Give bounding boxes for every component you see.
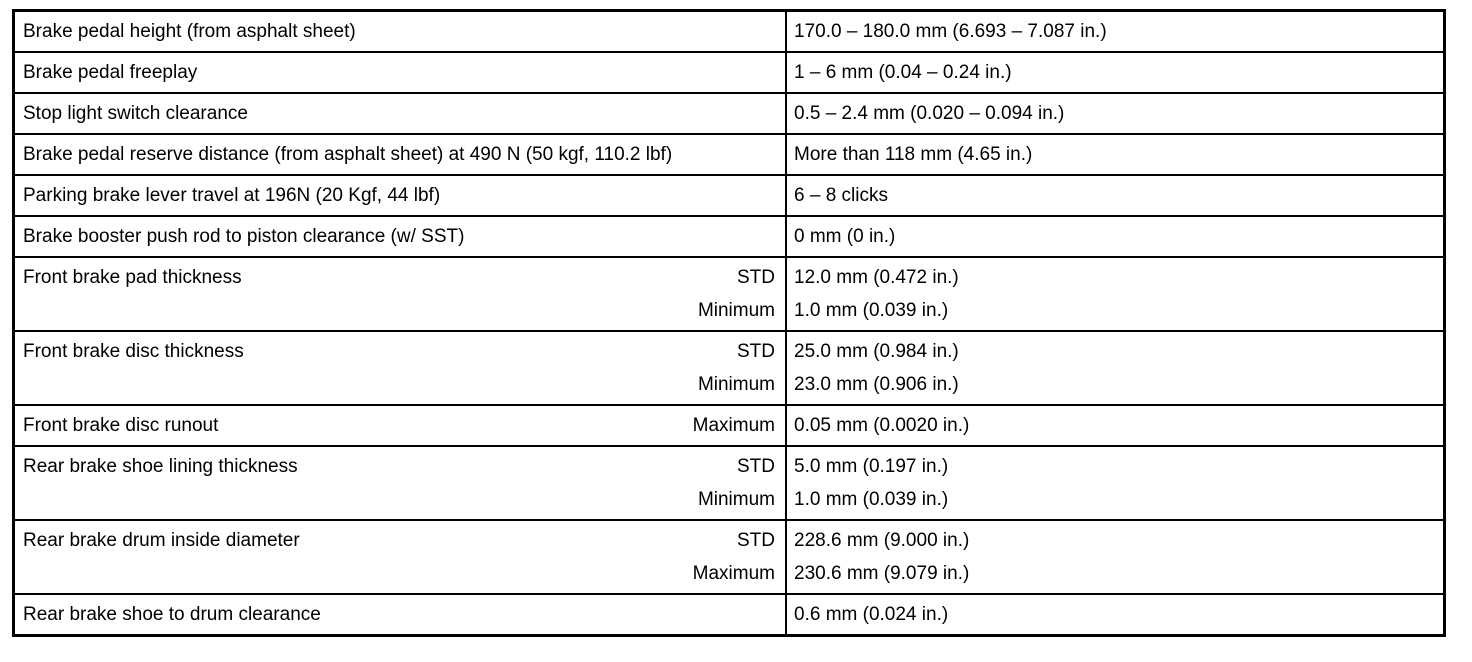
qualifier-label: Minimum [697, 374, 775, 395]
qualifier-list [698, 450, 775, 516]
item-label: Front brake disc runout [23, 415, 219, 436]
qualifier-list [698, 335, 775, 401]
specification-table-body [14, 11, 1445, 636]
value-text: 5.0 mm (0.197 in.) [794, 456, 949, 477]
value-text: 23.0 mm (0.906 in.) [794, 374, 959, 395]
qualifier-list [698, 261, 775, 327]
value-cell [786, 257, 1445, 331]
item-cell-content [15, 135, 785, 174]
value-cell-content [787, 406, 1443, 445]
item-cell-content [15, 332, 785, 395]
table-row [14, 93, 1445, 134]
value-text: 1.0 mm (0.039 in.) [794, 300, 949, 321]
value-cell [786, 93, 1445, 134]
table-row [14, 331, 1445, 405]
item-label: Brake pedal height (from asphalt sheet) [23, 21, 356, 42]
value-cell [786, 134, 1445, 175]
qualifier-label: Minimum [697, 300, 775, 321]
value-cell-content [787, 217, 1443, 256]
qualifier-label: Maximum [692, 415, 775, 436]
item-cell [14, 405, 787, 446]
value-cell [786, 216, 1445, 257]
value-cell-content [787, 595, 1443, 634]
value-text: 12.0 mm (0.472 in.) [794, 267, 959, 288]
value-cell [786, 594, 1445, 636]
item-cell-content [15, 217, 785, 256]
item-cell [14, 134, 787, 175]
value-text: 228.6 mm (9.000 in.) [794, 530, 970, 551]
item-cell-content [15, 521, 785, 584]
value-text: 170.0 – 180.0 mm (6.693 – 7.087 in.) [794, 21, 1107, 42]
item-cell [14, 52, 787, 93]
value-text: More than 118 mm (4.65 in.) [794, 144, 1033, 165]
qualifier-label: STD [737, 530, 775, 551]
item-label: Rear brake shoe lining thickness [23, 456, 298, 477]
item-cell-content [15, 12, 785, 51]
item-cell-content [15, 94, 785, 133]
table-row [14, 52, 1445, 93]
qualifier-list [693, 524, 775, 590]
qualifier-label: STD [737, 341, 775, 362]
item-cell [14, 93, 787, 134]
value-cell-content [787, 94, 1443, 133]
value-cell-content [787, 53, 1443, 92]
value-cell [786, 52, 1445, 93]
item-cell-content [15, 595, 785, 634]
item-label: Front brake pad thickness [23, 267, 242, 288]
value-cell [786, 331, 1445, 405]
value-cell-content [787, 332, 1443, 404]
item-cell [14, 594, 787, 636]
value-cell [786, 175, 1445, 216]
value-text: 230.6 mm (9.079 in.) [794, 563, 970, 584]
value-cell-content [787, 176, 1443, 215]
value-text: 1 – 6 mm (0.04 – 0.24 in.) [794, 62, 1012, 83]
value-text: 0.05 mm (0.0020 in.) [794, 415, 970, 436]
item-cell [14, 175, 787, 216]
item-cell [14, 11, 787, 53]
value-cell [786, 11, 1445, 53]
item-cell-content [15, 447, 785, 510]
table-row [14, 216, 1445, 257]
item-label: Rear brake shoe to drum clearance [23, 604, 321, 625]
item-label: Stop light switch clearance [23, 103, 248, 124]
table-row [14, 446, 1445, 520]
value-cell [786, 520, 1445, 594]
value-text: 0 mm (0 in.) [794, 226, 896, 247]
item-label: Brake booster push rod to piston clearance (w/ SST) [23, 226, 465, 247]
value-cell-content [787, 258, 1443, 330]
value-cell-content [787, 447, 1443, 519]
value-cell [786, 405, 1445, 446]
item-cell [14, 446, 787, 520]
item-label: Rear brake drum inside diameter [23, 530, 300, 551]
item-cell [14, 216, 787, 257]
item-cell [14, 520, 787, 594]
item-label: Parking brake lever travel at 196N (20 Kgf, 44 lbf) [23, 185, 441, 206]
value-text: 0.5 – 2.4 mm (0.020 – 0.094 in.) [794, 103, 1065, 124]
item-cell-content [15, 176, 785, 215]
item-label: Brake pedal freeplay [23, 62, 198, 83]
table-row [14, 134, 1445, 175]
value-cell-content [787, 135, 1443, 174]
item-label: Front brake disc thickness [23, 341, 244, 362]
item-cell [14, 331, 787, 405]
value-text: 25.0 mm (0.984 in.) [794, 341, 959, 362]
table-row [14, 11, 1445, 53]
qualifier-label: STD [737, 267, 775, 288]
table-row [14, 594, 1445, 636]
table-row [14, 257, 1445, 331]
table-row [14, 520, 1445, 594]
qualifier-list [693, 409, 775, 442]
value-text: 0.6 mm (0.024 in.) [794, 604, 949, 625]
qualifier-label: Minimum [697, 489, 775, 510]
item-label: Brake pedal reserve distance (from asphalt sheet) at 490 N (50 kgf, 110.2 lbf) [23, 144, 673, 165]
item-cell-content [15, 406, 785, 445]
specification-table [12, 9, 1446, 637]
value-cell-content [787, 12, 1443, 51]
value-cell [786, 446, 1445, 520]
qualifier-label: Maximum [692, 563, 775, 584]
value-text: 6 – 8 clicks [794, 185, 888, 206]
value-cell-content [787, 521, 1443, 593]
table-row [14, 175, 1445, 216]
table-row [14, 405, 1445, 446]
qualifier-label: STD [737, 456, 775, 477]
item-cell-content [15, 258, 785, 321]
item-cell-content [15, 53, 785, 92]
value-text: 1.0 mm (0.039 in.) [794, 489, 949, 510]
item-cell [14, 257, 787, 331]
